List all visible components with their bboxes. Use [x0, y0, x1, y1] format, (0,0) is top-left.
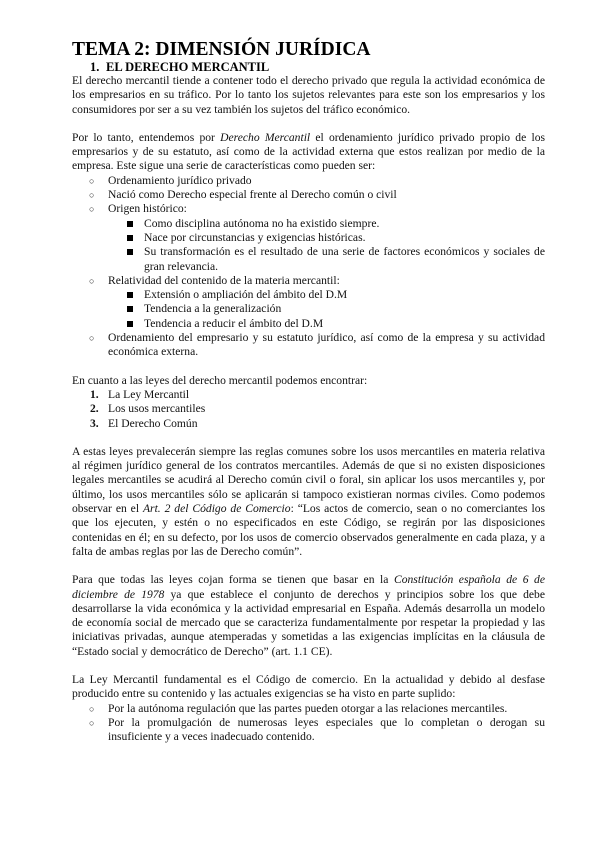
- paragraph-laws-intro: En cuanto a las leyes del derecho mercantil podemos encontrar:: [72, 373, 368, 387]
- law-item: [72, 388, 545, 402]
- prevalence-emphasis: Art. 2 del Código de Comercio: [142, 502, 291, 516]
- bullet-circle-icon: ○: [89, 190, 95, 201]
- paragraph-constitution: [72, 573, 545, 659]
- bullet-square-icon: [127, 306, 133, 312]
- sublist-item-text: Tendencia a la generalización: [144, 302, 282, 316]
- list-item-text: Por la autónoma regulación que las partes pueden otorgar a las relaciones mercantiles.: [108, 701, 508, 715]
- paragraph-intro: El derecho mercantil tiende a contener todo el derecho privado que regula la actividad económica de los empresarios en su tráfico. Por lo tanto los sujetos relevantes para este son los empresarios y los consumidores por ser a su vez también los sujetos del tráfico económico.: [72, 74, 545, 116]
- list-item: [72, 716, 545, 745]
- sublist-item-text: Como disciplina autónoma no ha existido siempre.: [144, 216, 380, 230]
- sublist-item: [108, 302, 545, 316]
- sublist-item-text: Extensión o ampliación del ámbito del D.M: [144, 288, 348, 302]
- bullet-circle-icon: ○: [89, 275, 95, 286]
- law-label: La Ley Mercantil: [108, 387, 190, 401]
- bullet-circle-icon: ○: [89, 175, 95, 186]
- page-title: TEMA 2: DIMENSIÓN JURÍDICA: [72, 39, 371, 60]
- constitution-text-before: Para que todas las leyes cojan forma se tienen que basar en la: [72, 573, 394, 587]
- law-item: [72, 402, 545, 416]
- sublist-item-text: Nace por circunstancias y exigencias históricas.: [144, 230, 366, 244]
- bullet-circle-icon: ○: [89, 333, 95, 344]
- law-label: Los usos mercantiles: [108, 402, 206, 416]
- law-number: 2.: [90, 402, 99, 416]
- list-item: [72, 702, 545, 716]
- paragraph-definition: [72, 131, 545, 174]
- bullet-square-icon: [127, 321, 133, 327]
- spacer: [72, 117, 545, 131]
- bullet-circle-icon: ○: [89, 204, 95, 215]
- bullet-square-icon: [127, 292, 133, 298]
- sublist-item-text: Su transformación es el resultado de una serie de factores económicos y sociales de gran relevancia.: [144, 245, 545, 273]
- list-item-text: Ordenamiento jurídico privado: [108, 173, 252, 187]
- list-item: [72, 202, 545, 273]
- section-heading: [90, 60, 545, 74]
- list-item-text: Nació como Derecho especial frente al Derecho común o civil: [108, 188, 397, 202]
- sublist-item: [108, 245, 545, 274]
- spacer: [72, 559, 545, 573]
- bullet-circle-icon: ○: [89, 717, 95, 728]
- law-number: 1.: [90, 387, 99, 401]
- spacer: [72, 431, 545, 445]
- list-item: [72, 331, 545, 360]
- list-item-text: Por la promulgación de numerosas leyes especiales que lo completan o derogan su insuficiente y a veces inadecuado contenido.: [108, 715, 545, 744]
- sublist-item: [108, 231, 545, 245]
- final-list: [72, 702, 545, 745]
- bullet-square-icon: [127, 235, 133, 241]
- definition-emphasis: Derecho Mercantil: [220, 130, 311, 144]
- prevalence-text-before: A estas leyes prevalecerán siempre las reglas comunes sobre los usos mercantiles en materia relativa al régimen jurídico general de los contratos mercantiles. Además de que si no existen disposiciones legales mercantiles se acudirá al Derecho común civil o foral, sin aplicar los usos mercantiles y, por último, los usos mercantiles sólo se aplicarán si tampoco existieran normas civiles. Como podemos observar en el: [72, 444, 545, 516]
- paragraph-prevalence: [72, 445, 545, 559]
- list-item: [72, 274, 545, 331]
- bullet-square-icon: [127, 221, 133, 227]
- sublist-item: [108, 288, 545, 302]
- law-item: [72, 417, 545, 431]
- sublist-relativity: [108, 288, 545, 331]
- list-item-text: Relatividad del contenido de la materia mercantil:: [108, 273, 340, 287]
- sublist-item: [108, 317, 545, 331]
- law-number: 3.: [90, 416, 99, 430]
- spacer: [72, 659, 545, 673]
- definition-text-before: Por lo tanto, entendemos por: [72, 130, 221, 144]
- constitution-text-after: ya que establece el conjunto de derechos y principios sobre los que debe desarrollarse la vida económica y la actividad empresarial en España. Además desarrolla un modelo de economía social de mercado que se caracteriza fundamentalmente por respetar la propiedad y las iniciativas privadas, aunque atemperadas y sometidas a las exigencias implícitas en la cláusula de “Estado social y democrático de Derecho” (art. 1.1 CE).: [72, 587, 545, 658]
- bullet-square-icon: [127, 249, 133, 255]
- list-item: [72, 188, 545, 202]
- sublist-item: [108, 217, 545, 231]
- sublist-item-text: Tendencia a reducir el ámbito del D.M: [144, 316, 324, 330]
- constitution-emphasis: Constitución española de 6 de diciembre de 1978: [72, 573, 545, 601]
- laws-list: [72, 388, 545, 431]
- prevalence-text-after: : “Los actos de comercio, sean o no comerciantes los que los ejecuten, y estén o no especificados en este Código, se regirán por las disposiciones contenidas en él; en su defecto, por los usos de comercio observados generalmente en cada plaza, y a falta de ambas reglas por las de Derecho común”.: [72, 502, 545, 558]
- list-item-text: Origen histórico:: [108, 202, 187, 216]
- definition-text-after: el ordenamiento jurídico privado propio de los empresarios y de su estatuto, así como de la actividad externa que estos realizan por medio de la empresa. Este sigue una serie de características como pueden ser:: [72, 130, 546, 173]
- section-title: EL DERECHO MERCANTIL: [106, 60, 270, 74]
- paragraph-commerce-code: La Ley Mercantil fundamental es el Código de comercio. En la actualidad y debido al desfase producido entre su contenido y las actuales exigencias se ha visto en parte suplido:: [72, 672, 545, 701]
- sublist-origin: [108, 217, 545, 274]
- list-item-text: Ordenamiento del empresario y su estatuto jurídico, así como de la empresa y su actividad económica externa.: [108, 331, 545, 359]
- section-number: 1.: [90, 60, 100, 74]
- bullet-circle-icon: ○: [89, 703, 95, 714]
- list-item: [72, 174, 545, 188]
- law-label: El Derecho Común: [108, 416, 198, 430]
- characteristics-list: [72, 174, 545, 360]
- spacer: [72, 360, 545, 374]
